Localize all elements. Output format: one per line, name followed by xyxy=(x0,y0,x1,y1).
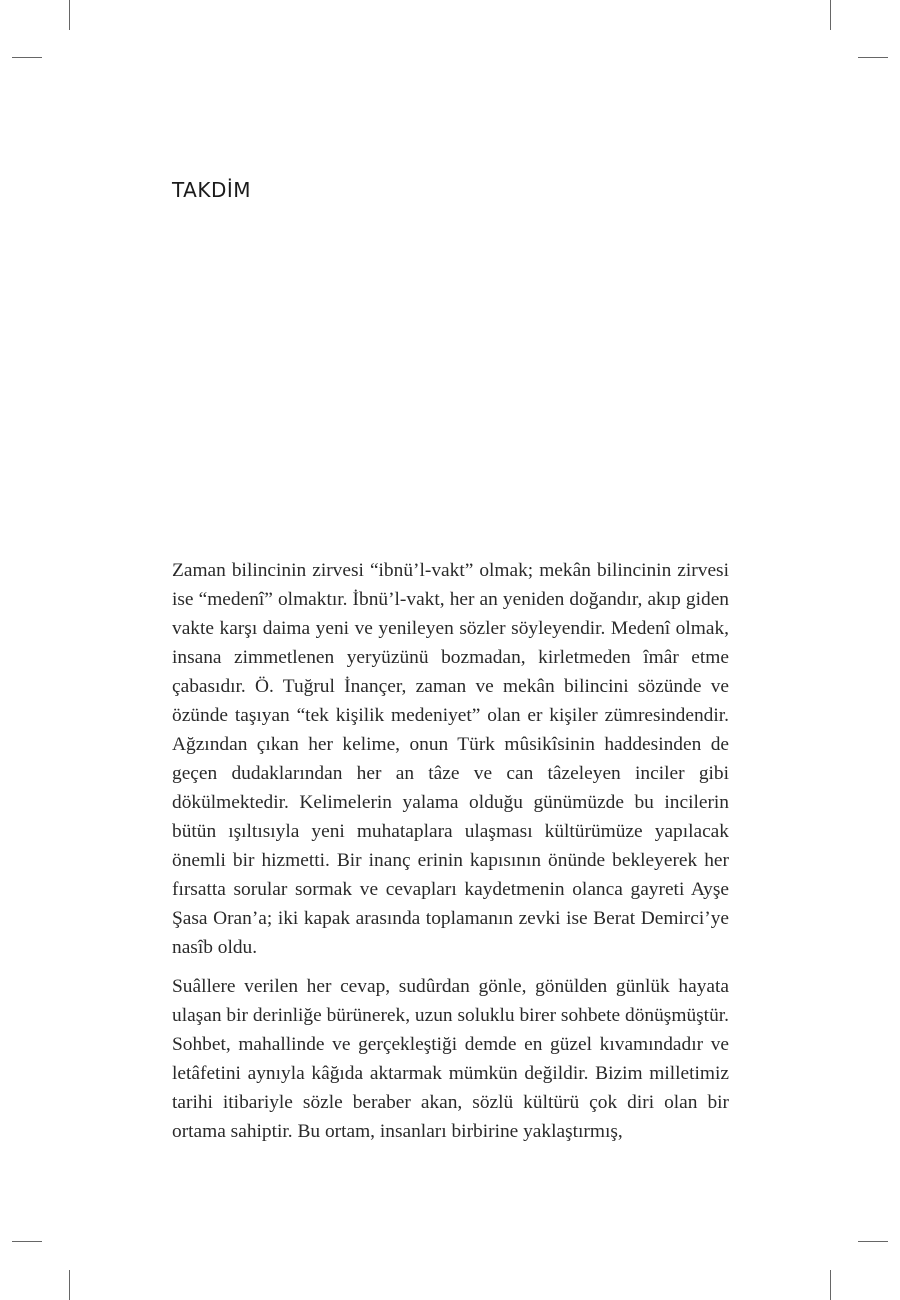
crop-mark xyxy=(858,1241,888,1242)
paragraph: Zaman bilincinin zirvesi “ibnü’l-vakt” olmak; mekân bilincinin zirvesi ise “medenî” olmaktır. İbnü’l-vakt, her an yeniden doğandır, akıp giden vakte karşı daima yeni ve yenileyen sözler söyleyendir. Medenî olmak, insana zimmetlenen yeryüzünü bozmadan, kirletmeden îmâr etme çabasıdır. Ö. Tuğrul İnançer, zaman ve mekân bilincini sözünde ve özünde taşıyan “tek kişilik medeniyet” olan er kişiler zümresindendir. Ağzından çıkan her kelime, onun Türk mûsikîsinin haddesinden de geçen dudaklarından her an tâze ve can tâzeleyen inciler gibi dökülmektedir. Kelimelerin yalama olduğu günümüzde bu incilerin bütün ışıltısıyla yeni muhataplara ulaşması kültürümüze yapılacak önemli bir hizmetti. Bir inanç erinin kapısının önünde bekleyerek her fırsatta sorular sormak ve cevapları kaydetmenin olanca gayreti Ayşe Şasa Oran’a; iki kapak arasında toplamanın zevki ise Berat Demirci’ye nasîb oldu. xyxy=(172,560,729,958)
crop-mark xyxy=(830,1270,831,1300)
crop-mark xyxy=(858,57,888,58)
crop-mark xyxy=(69,0,70,30)
page-title: TAKDİM xyxy=(172,178,252,202)
crop-mark xyxy=(12,1241,42,1242)
paragraph: Suâllere verilen her cevap, sudûrdan gönle, gönülden günlük hayata ulaşan bir derinliğe bürünerek, uzun soluklu birer sohbete dönüşmüştür. Sohbet, mahallinde ve gerçekleştiği demde en güzel kıvamındadır ve letâfetini aynıyla kâğıda aktarmak mümkün değildir. Bizim milletimiz tarihi itibariyle sözle beraber akan, sözlü kültürü çok diri olan bir ortama sahiptir. Bu ortam, insanları birbirine yaklaştırmış, xyxy=(172,976,729,1142)
crop-mark xyxy=(830,0,831,30)
body-text xyxy=(172,556,729,1156)
crop-mark xyxy=(69,1270,70,1300)
crop-mark xyxy=(12,57,42,58)
